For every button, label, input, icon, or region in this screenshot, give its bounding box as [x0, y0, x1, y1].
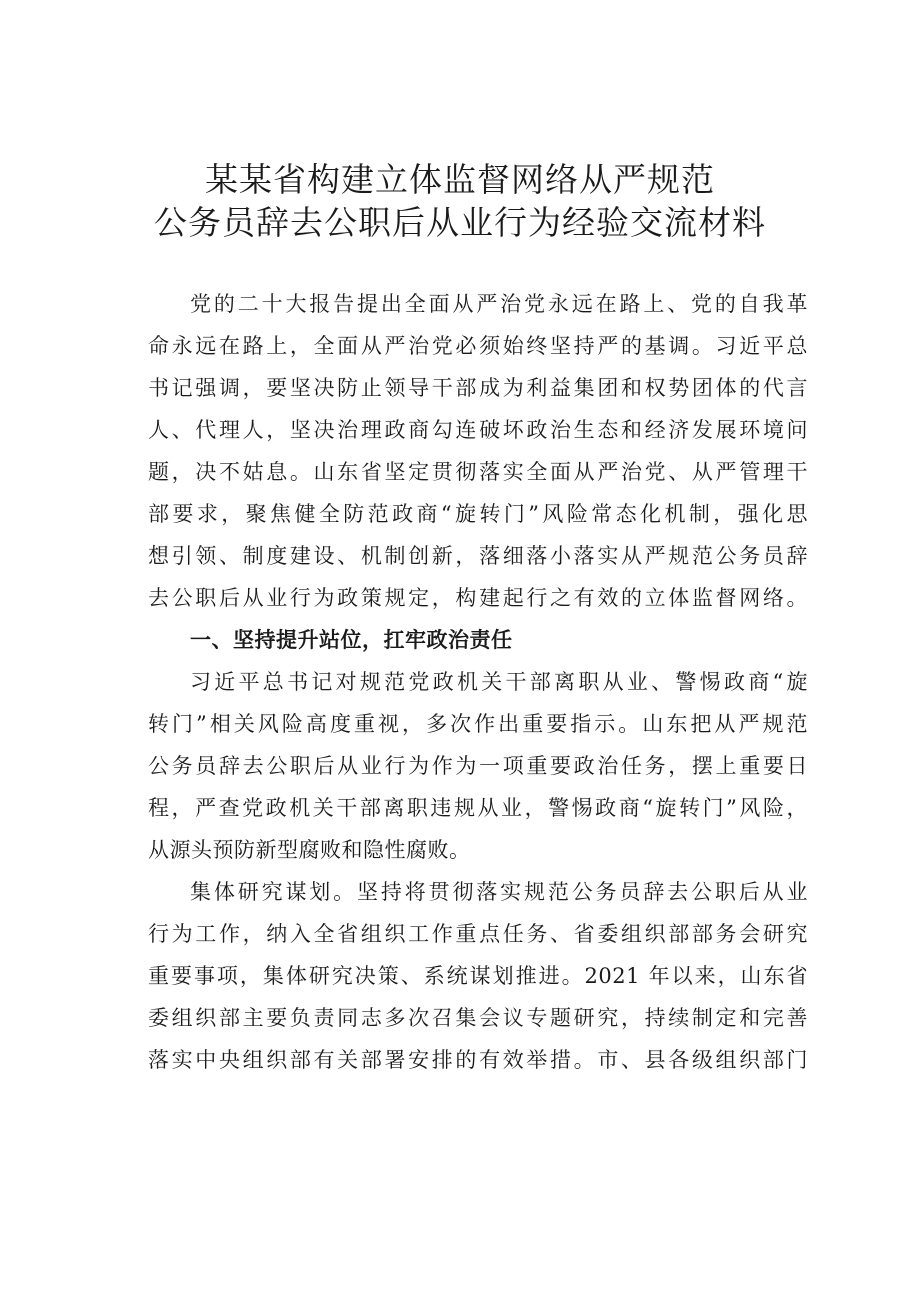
paragraph-3-line: 行为工作，纳入全省组织工作重点任务、省委组织部部务会研究: [148, 922, 808, 946]
paragraph-1-line: 想引领、制度建设、机制创新，落细落小落实从严规范公务员辞: [148, 544, 808, 568]
paragraph-1-line: 去公职后从业行为政策规定，构建起行之有效的立体监督网络。: [148, 586, 808, 610]
paragraph-2-line: 习近平总书记对规范党政机关干部离职从业、警惕政商“旋: [190, 670, 808, 694]
paragraph-3-line: 重要事项，集体研究决策、系统谋划推进。2021 年以来，山东省: [148, 964, 808, 988]
paragraph-3-line: 落实中央组织部有关部署安排的有效举措。市、县各级组织部门: [148, 1048, 808, 1072]
paragraph-1-line: 部要求，聚焦健全防范政商“旋转门”风险常态化机制，强化思: [148, 502, 808, 526]
paragraph-1-line: 题，决不姑息。山东省坚定贯彻落实全面从严治党、从严管理干: [148, 460, 808, 484]
document-title-line-1: 某某省构建立体监督网络从严规范: [205, 160, 715, 199]
paragraph-1-line: 书记强调，要坚决防止领导干部成为利益集团和权势团体的代言: [148, 376, 808, 400]
paragraph-3-line: 委组织部主要负责同志多次召集会议专题研究，持续制定和完善: [148, 1006, 808, 1030]
paragraph-1-line: 命永远在路上，全面从严治党必须始终坚持严的基调。习近平总: [148, 334, 808, 358]
paragraph-1-line: 人、代理人，坚决治理政商勾连破坏政治生态和经济发展环境问: [148, 418, 808, 442]
paragraph-3-line: 集体研究谋划。坚持将贯彻落实规范公务员辞去公职后从业: [190, 880, 808, 904]
section-heading-1: 一、坚持提升站位，扛牢政治责任: [190, 628, 513, 652]
document-title-line-2: 公务员辞去公职后从业行为经验交流材料: [154, 203, 766, 242]
paragraph-1-line: 党的二十大报告提出全面从严治党永远在路上、党的自我革: [190, 292, 808, 316]
paragraph-2-line: 程，严查党政机关干部离职违规从业，警惕政商“旋转门”风险，: [148, 796, 808, 820]
document-body: [148, 283, 808, 1081]
paragraph-2-line: 公务员辞去公职后从业行为作为一项重要政治任务，摆上重要日: [148, 754, 808, 778]
paragraph-2-line: 转门”相关风险高度重视，多次作出重要指示。山东把从严规范: [148, 712, 808, 736]
paragraph-2-line: 从源头预防新型腐败和隐性腐败。: [148, 838, 471, 862]
